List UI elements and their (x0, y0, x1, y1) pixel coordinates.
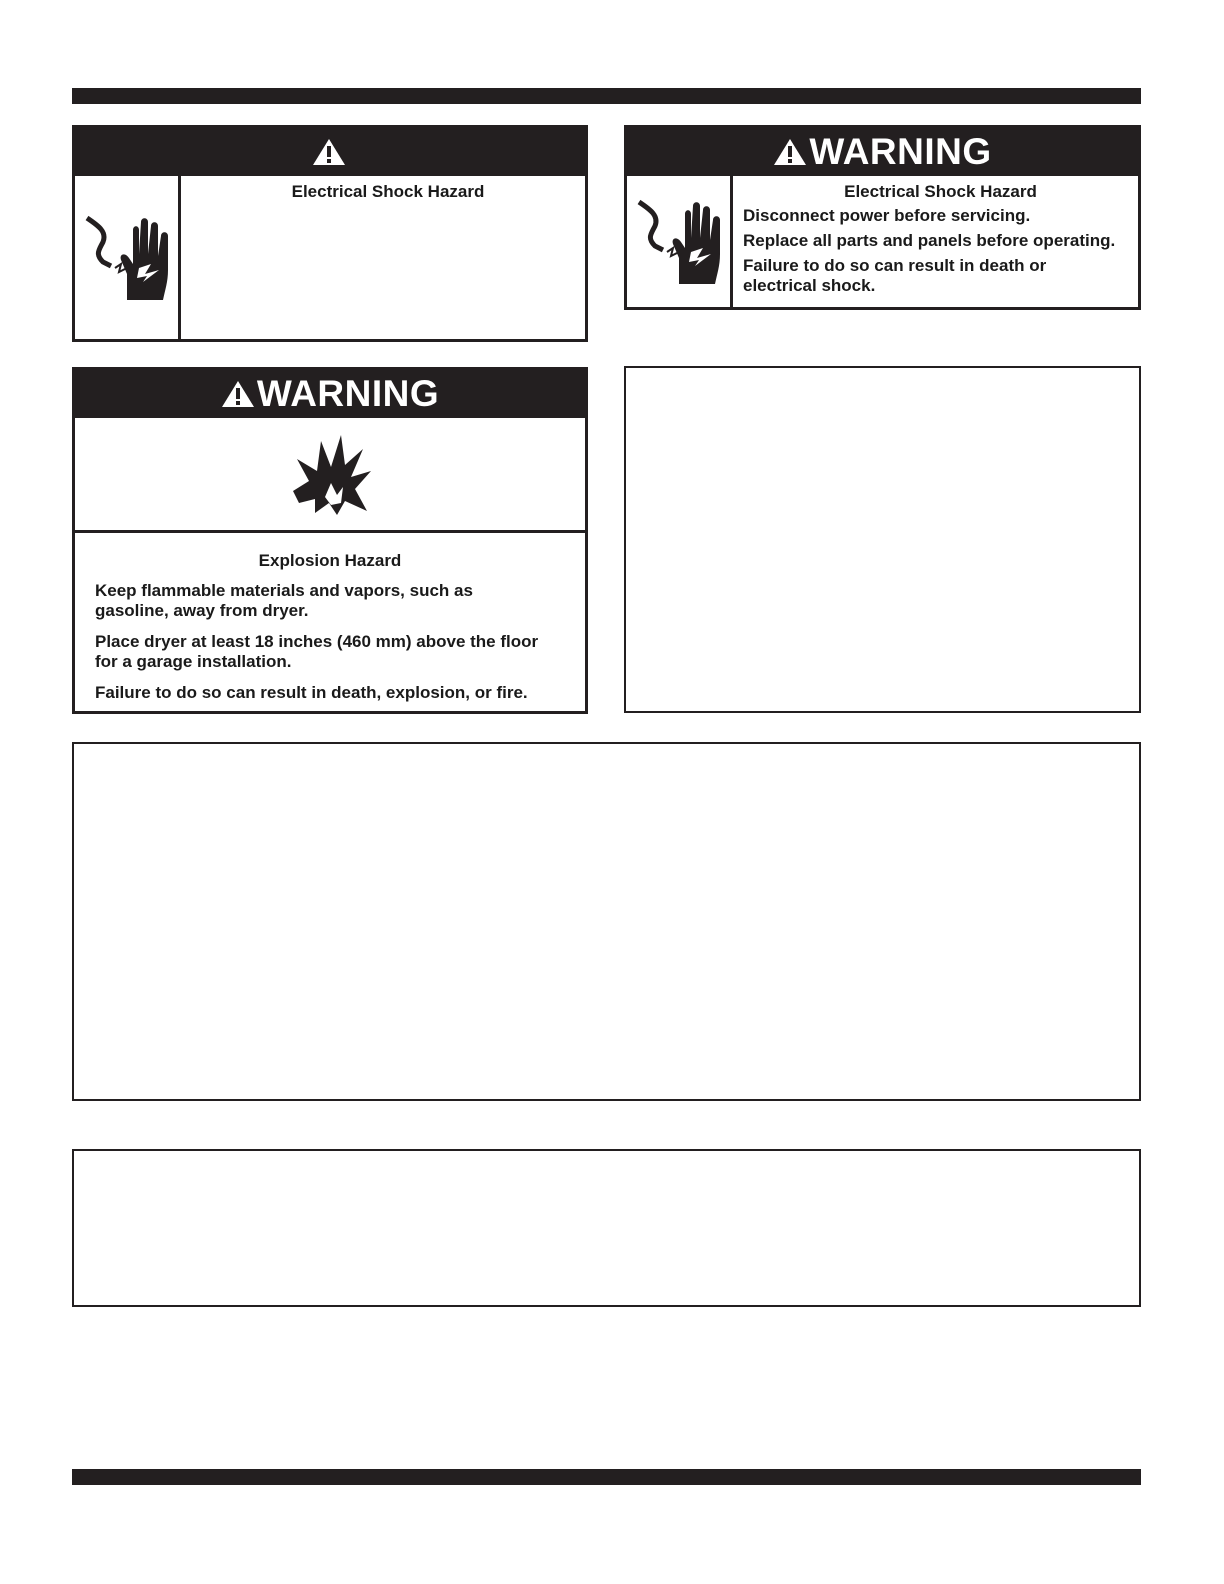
explosion-warning-box (72, 367, 588, 714)
instruction-line: Keep flammable materials and vapors, such as gasoline, away from dryer. (95, 581, 473, 620)
electrical-shock-hand-icon (81, 208, 173, 308)
consequence-line: Failure to do so can result in death or electrical shock. (743, 256, 1047, 295)
warning-triangle-icon (312, 138, 346, 166)
hazard-title: Electrical Shock Hazard (844, 182, 1037, 201)
empty-frame-right (624, 366, 1141, 713)
bottom-rule (72, 1469, 1141, 1485)
hazard-title: Electrical Shock Hazard (291, 182, 485, 201)
warning-header-word: WARNING (809, 131, 992, 172)
warning-header (627, 128, 1138, 176)
electrical-shock-hand-icon (633, 192, 725, 292)
consequence-line: Failure to do so can result in death, explosion, or fire. (95, 683, 528, 702)
instruction-line: Replace all parts and panels before operating. (743, 231, 1116, 250)
shock-icon-cell (627, 176, 733, 307)
warning-triangle-icon (773, 138, 807, 166)
electrical-warning-box-right (624, 125, 1141, 310)
hazard-title: Explosion Hazard (258, 551, 402, 570)
empty-frame-bottom (72, 1149, 1141, 1307)
top-rule (72, 88, 1141, 104)
shock-icon-cell (75, 176, 181, 339)
electrical-warning-box-left (72, 125, 588, 342)
explosion-icon-cell (75, 418, 585, 533)
warning-triangle-icon (221, 380, 255, 408)
warning-header (75, 128, 585, 176)
warning-header-word: WARNING (256, 373, 440, 414)
instruction-line: Disconnect power before servicing. (743, 206, 1031, 225)
instruction-line: Place dryer at least 18 inches (460 mm) above the floor for a garage installation. (95, 632, 539, 671)
warning-header (75, 370, 585, 418)
explosion-burst-icon (285, 431, 375, 517)
empty-frame-wide (72, 742, 1141, 1101)
